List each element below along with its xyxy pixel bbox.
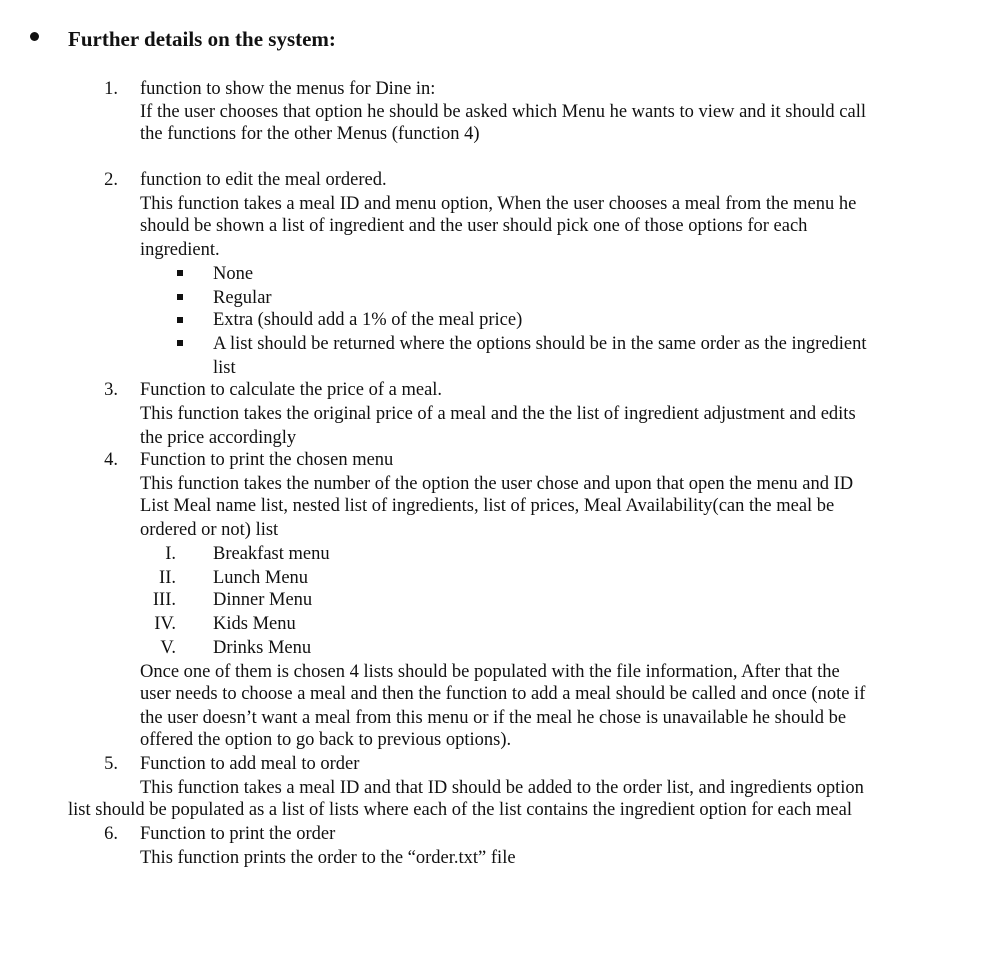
item-text-line: the price accordingly — [140, 428, 297, 448]
square-bullet — [177, 294, 183, 300]
menu-numeral: V. — [160, 638, 176, 658]
item-number: 1. — [104, 79, 118, 99]
menu-label: Breakfast menu — [213, 544, 330, 564]
option-item-continued: list — [213, 358, 236, 378]
item-text-line: This function takes a meal ID and menu option, When the user chooses a meal from the menu he — [140, 194, 857, 214]
menu-numeral: IV. — [154, 614, 176, 634]
item-text-line: the user doesn’t want a meal from this menu or if the meal he chose is unavailable he should be — [140, 708, 847, 728]
option-item: A list should be returned where the options should be in the same order as the ingredient — [213, 334, 867, 354]
menu-label: Lunch Menu — [213, 568, 309, 588]
item-text-line: This function takes the number of the option the user chose and upon that open the menu and ID — [140, 474, 854, 494]
item-title: Function to print the chosen menu — [140, 450, 394, 470]
option-item: Extra (should add a 1% of the meal price) — [213, 310, 523, 330]
option-item: None — [213, 264, 254, 284]
menu-label: Kids Menu — [213, 614, 296, 634]
menu-numeral: I. — [165, 544, 176, 564]
item-text-line: ordered or not) list — [140, 520, 279, 540]
item-text-line: ingredient. — [140, 240, 220, 260]
item-text-line: offered the option to go back to previous options). — [140, 730, 512, 750]
menu-label: Dinner Menu — [213, 590, 313, 610]
item-number: 5. — [104, 754, 118, 774]
item-text-line: list should be populated as a list of lists where each of the list contains the ingredient option for each meal — [68, 800, 852, 820]
item-text-line: should be shown a list of ingredient and the user should pick one of those options for each — [140, 216, 808, 236]
square-bullet — [177, 317, 183, 323]
item-text-line: If the user chooses that option he should be asked which Menu he wants to view and it should call — [140, 102, 866, 122]
square-bullet — [177, 270, 183, 276]
item-text-line: This function prints the order to the “order.txt” file — [140, 848, 516, 868]
square-bullet — [177, 340, 183, 346]
section-heading: Further details on the system: — [68, 27, 336, 51]
menu-numeral: III. — [152, 590, 176, 610]
item-text-line: user needs to choose a meal and then the function to add a meal should be called and once (note if — [140, 684, 866, 704]
item-number: 3. — [104, 380, 118, 400]
item-title: function to show the menus for Dine in: — [140, 79, 436, 99]
item-title: function to edit the meal ordered. — [140, 170, 387, 190]
heading-bullet — [30, 32, 39, 41]
item-number: 6. — [104, 824, 118, 844]
item-title: Function to print the order — [140, 824, 336, 844]
item-title: Function to calculate the price of a meal. — [140, 380, 443, 400]
option-item: Regular — [213, 288, 272, 308]
menu-label: Drinks Menu — [213, 638, 312, 658]
item-text-line: List Meal name list, nested list of ingredients, list of prices, Meal Availability(can the meal be — [140, 496, 835, 516]
item-number: 4. — [104, 450, 118, 470]
item-title: Function to add meal to order — [140, 754, 360, 774]
menu-numeral: II. — [159, 568, 176, 588]
item-text-line: Once one of them is chosen 4 lists should be populated with the file information, After that the — [140, 662, 840, 682]
item-number: 2. — [104, 170, 118, 190]
item-text-line: This function takes a meal ID and that ID should be added to the order list, and ingredients option — [140, 778, 864, 798]
item-text-line: This function takes the original price of a meal and the the list of ingredient adjustment and edits — [140, 404, 856, 424]
item-text-line: the functions for the other Menus (function 4) — [140, 124, 480, 144]
